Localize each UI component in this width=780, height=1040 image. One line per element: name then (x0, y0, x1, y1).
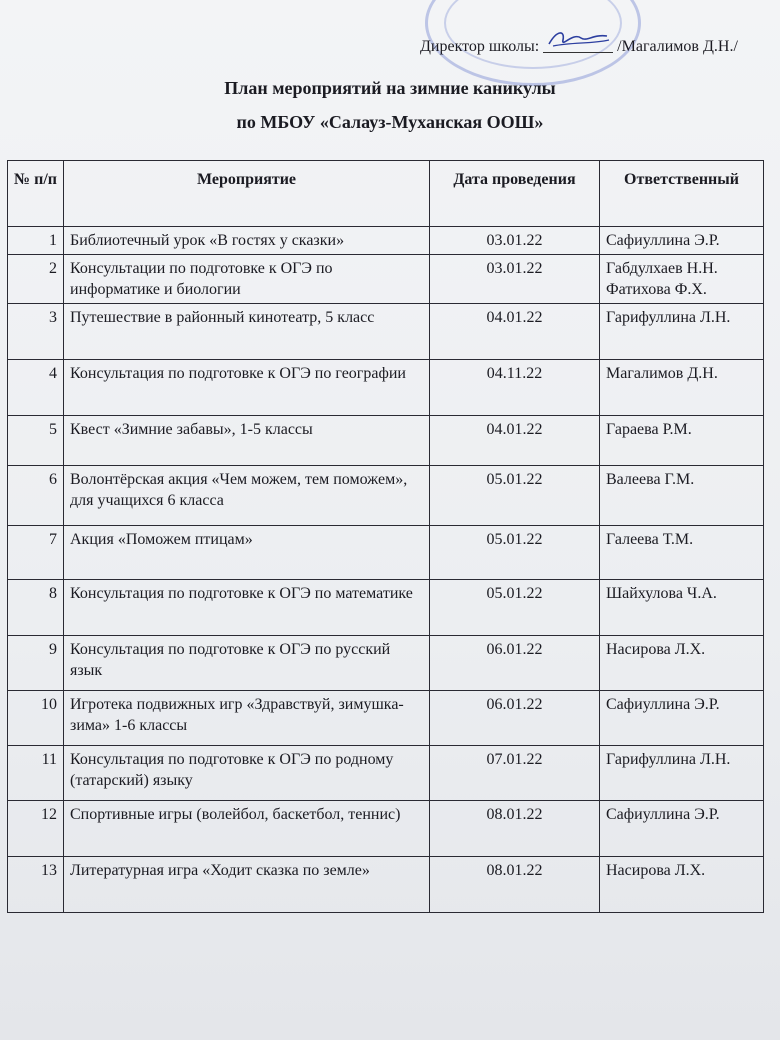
col-header-responsible: Ответственный (600, 161, 764, 227)
row-number: 12 (8, 801, 64, 857)
row-number: 3 (8, 304, 64, 360)
row-date: 06.01.22 (430, 691, 600, 746)
row-date: 05.01.22 (430, 580, 600, 636)
table-row (8, 304, 764, 360)
row-number: 9 (8, 636, 64, 691)
row-event: Консультация по подготовке к ОГЭ по географии (64, 360, 430, 416)
row-date: 04.01.22 (430, 304, 600, 360)
row-number: 13 (8, 857, 64, 913)
col-header-number: № п/п (8, 161, 64, 227)
document-title: План мероприятий на зимние каникулы (224, 78, 556, 98)
row-responsible: Сафиуллина Э.Р. (600, 691, 764, 746)
row-number: 4 (8, 360, 64, 416)
row-number: 7 (8, 526, 64, 580)
row-responsible: Габдулхаев Н.Н. Фатихова Ф.Х. (600, 255, 764, 304)
row-date: 06.01.22 (430, 636, 600, 691)
row-responsible: Сафиуллина Э.Р. (600, 227, 764, 255)
row-event: Волонтёрская акция «Чем можем, тем поможем», для учащихся 6 класса (64, 466, 430, 526)
row-number: 2 (8, 255, 64, 304)
row-responsible: Валеева Г.М. (600, 466, 764, 526)
table-row (8, 746, 764, 801)
row-number: 8 (8, 580, 64, 636)
row-event: Игротека подвижных игр «Здравствуй, зимушка-зима» 1-6 классы (64, 691, 430, 746)
row-date: 08.01.22 (430, 857, 600, 913)
table-row (8, 857, 764, 913)
row-responsible: Галеева Т.М. (600, 526, 764, 580)
row-date: 04.11.22 (430, 360, 600, 416)
row-event: Литературная игра «Ходит сказка по земле» (64, 857, 430, 913)
row-date: 04.01.22 (430, 416, 600, 466)
row-number: 1 (8, 227, 64, 255)
row-event: Акция «Поможем птицам» (64, 526, 430, 580)
table-row (8, 416, 764, 466)
director-name: /Магалимов Д.Н./ (617, 38, 738, 55)
row-number: 10 (8, 691, 64, 746)
row-date: 07.01.22 (430, 746, 600, 801)
row-responsible: Магалимов Д.Н. (600, 360, 764, 416)
row-responsible: Насирова Л.Х. (600, 857, 764, 913)
table-row (8, 255, 764, 304)
table-header-row (8, 161, 764, 227)
row-number: 5 (8, 416, 64, 466)
col-header-event: Мероприятие (64, 161, 430, 227)
events-table (7, 160, 764, 913)
row-number: 6 (8, 466, 64, 526)
row-date: 08.01.22 (430, 801, 600, 857)
row-responsible: Шайхулова Ч.А. (600, 580, 764, 636)
director-label: Директор школы: (420, 38, 540, 55)
row-responsible: Гараева Р.М. (600, 416, 764, 466)
col-header-date: Дата проведения (430, 161, 600, 227)
table-row (8, 691, 764, 746)
document-subtitle: по МБОУ «Салауз-Муханская ООШ» (236, 112, 544, 132)
row-event: Консультация по подготовке к ОГЭ по математике (64, 580, 430, 636)
row-event: Спортивные игры (волейбол, баскетбол, теннис) (64, 801, 430, 857)
table-row (8, 526, 764, 580)
row-event: Библиотечный урок «В гостях у сказки» (64, 227, 430, 255)
row-event: Консультация по подготовке к ОГЭ по родному (татарский) языку (64, 746, 430, 801)
row-responsible: Гарифуллина Л.Н. (600, 746, 764, 801)
row-responsible: Насирова Л.Х. (600, 636, 764, 691)
director-signature-line (420, 36, 738, 56)
table-row (8, 636, 764, 691)
row-event: Консультации по подготовке к ОГЭ по информатике и биологии (64, 255, 430, 304)
row-event: Квест «Зимние забавы», 1-5 классы (64, 416, 430, 466)
table-row (8, 227, 764, 255)
table-row (8, 580, 764, 636)
row-event: Путешествие в районный кинотеатр, 5 класс (64, 304, 430, 360)
row-date: 03.01.22 (430, 227, 600, 255)
row-event: Консультация по подготовке к ОГЭ по русский язык (64, 636, 430, 691)
table-row (8, 466, 764, 526)
row-date: 03.01.22 (430, 255, 600, 304)
table-row (8, 801, 764, 857)
table-row (8, 360, 764, 416)
row-date: 05.01.22 (430, 526, 600, 580)
row-date: 05.01.22 (430, 466, 600, 526)
signature (543, 36, 613, 53)
row-number: 11 (8, 746, 64, 801)
row-responsible: Сафиуллина Э.Р. (600, 801, 764, 857)
row-responsible: Гарифуллина Л.Н. (600, 304, 764, 360)
